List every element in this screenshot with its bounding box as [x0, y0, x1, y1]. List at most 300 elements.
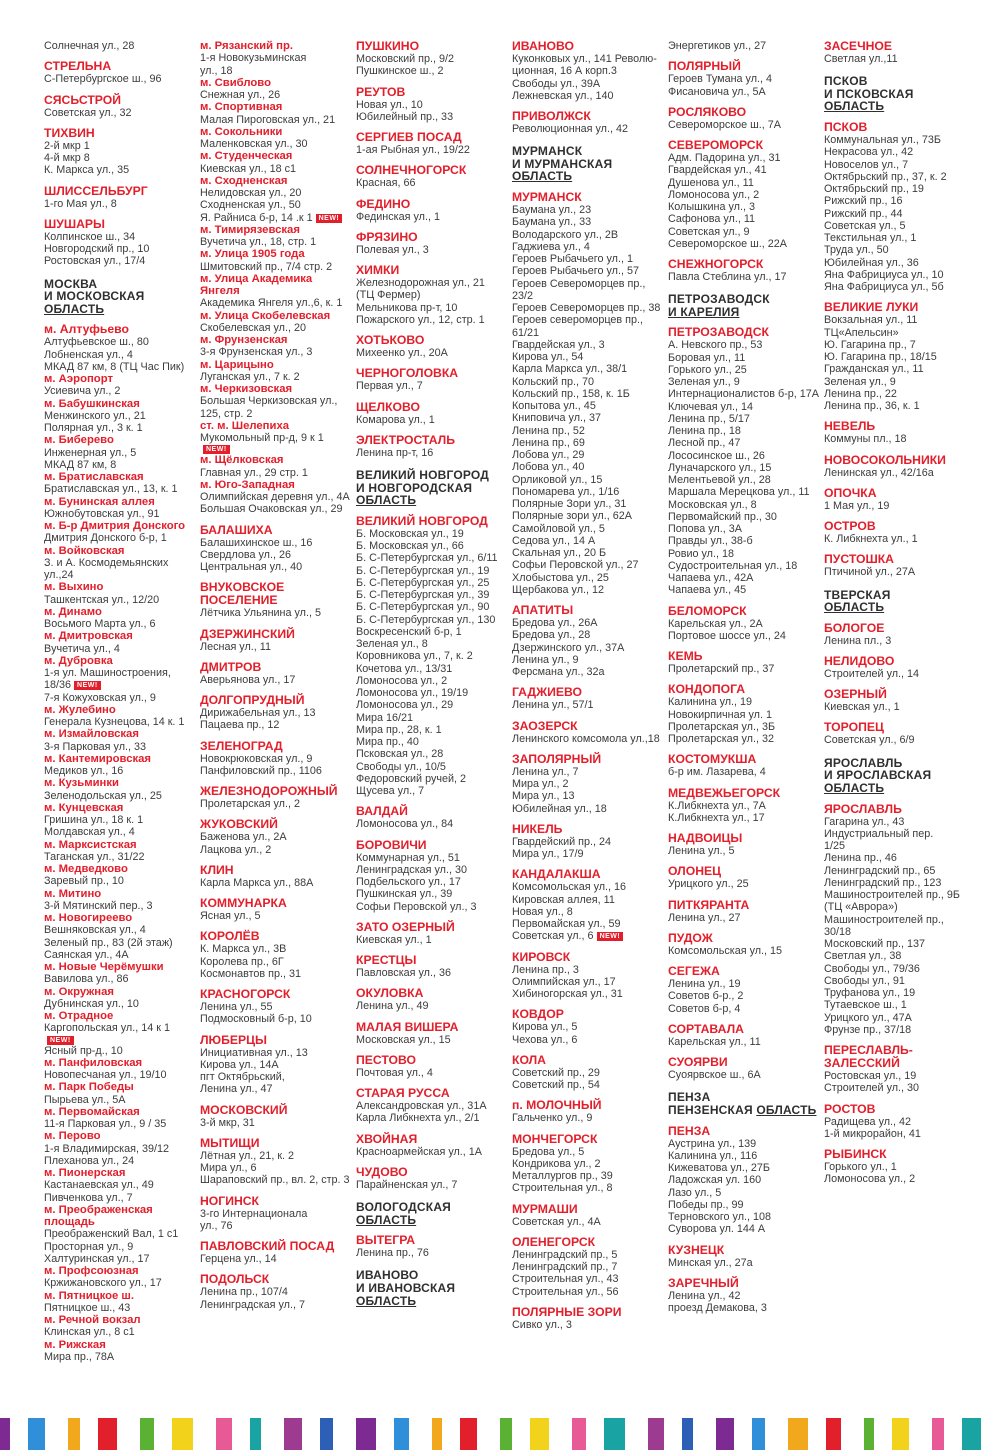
city-heading: ВЕЛИКИЕ ЛУКИ: [824, 300, 919, 315]
address-line: Пырьева ул., 5А: [44, 1093, 126, 1106]
address-line: Пожарского ул., 12, стр. 1: [356, 313, 485, 326]
region-heading: ОБЛАСТЬ: [44, 301, 105, 316]
address-line: Гвардейский пр., 24: [512, 835, 611, 848]
city-heading: БАЛАШИХА: [200, 522, 273, 537]
city-heading: КЛИН: [200, 862, 234, 877]
metro-station: м. Первомайская: [44, 1105, 140, 1118]
stripe-segment: [788, 1418, 808, 1450]
address-line: Юбилейный пр., 33: [356, 110, 454, 123]
address-line: Копытова ул., 45: [512, 400, 596, 413]
city-heading: ПЕСТОВО: [356, 1052, 416, 1067]
address-line: Менжинского ул., 21: [44, 409, 146, 422]
address-line: Рижский пр., 16: [824, 195, 903, 208]
address-line: Новая ул., 10: [356, 98, 423, 111]
address-line: Ясная ул., 5: [200, 910, 261, 922]
address-line: Ленина пр., 46: [824, 852, 897, 865]
address-line: Колпинское ш., 34: [44, 230, 136, 243]
address-line: Ленинградский пр., 65: [824, 864, 936, 877]
metro-station: м. Жулебино: [44, 703, 116, 716]
address-line: 18/36 NEW!: [44, 679, 185, 691]
address-line: К. Маркса ул., 35: [44, 164, 130, 177]
address-line: Вучетича ул., 18, стр. 1: [200, 236, 317, 248]
address-line: 4-й мкр 8: [44, 152, 90, 164]
address-line: З. и А. Космодемьянских: [44, 556, 169, 569]
city-heading: ОЛЕНЕГОРСК: [512, 1234, 596, 1249]
address-line: Лесная ул., 11: [200, 640, 271, 653]
address-line: Куконковых ул., 141 Револю-: [512, 53, 657, 65]
address-line: Строительная ул., 43: [512, 1273, 619, 1286]
address-line: Ленинградский пр., 123: [824, 876, 942, 889]
city-heading: ДМИТРОВ: [200, 659, 262, 674]
address-line: Ферсмана ул., 32а: [512, 666, 605, 679]
new-badge: NEW!: [47, 1036, 74, 1045]
metro-station: м. Новогиреево: [44, 912, 133, 925]
stripe-segment: [892, 1418, 909, 1450]
region-heading: И МУРМАНСКАЯ: [512, 156, 613, 171]
address-line: Мира 16/21: [356, 711, 414, 724]
address-line: Победы пр., 99: [668, 1198, 744, 1211]
city-heading: ЩЕЛКОВО: [356, 399, 420, 414]
address-line: Светлая ул.,11: [824, 53, 898, 65]
address-line: Свердлова ул., 26: [200, 548, 291, 561]
address-line: Кочетова ул., 13/31: [356, 662, 453, 675]
address-line: Гальченко ул., 9: [512, 1112, 593, 1125]
address-line: Заревый пр., 10: [44, 875, 124, 888]
address-line: Красная, 66: [356, 177, 416, 190]
metro-station: м. Братиславская: [44, 471, 144, 484]
metro-station: Янгеля: [200, 285, 240, 297]
metro-station: м. Дубровка: [44, 654, 113, 667]
metro-station: м. Спортивная: [200, 101, 283, 114]
address-line: 1 Мая ул., 19: [824, 499, 890, 512]
address-line: Нелидовская ул., 20: [200, 187, 302, 199]
city-heading: ОКУЛОВКА: [356, 986, 424, 1001]
address-line: Б. С-Петербургская ул., 6/11: [356, 552, 498, 565]
address-line: Ленина ул., 19: [668, 978, 741, 991]
address-line: Советский пр., 29: [512, 1066, 600, 1079]
city-heading: СЯСЬСТРОЙ: [44, 92, 121, 107]
address-line: Медиков ул., 16: [44, 765, 124, 778]
city-heading: МОНЧЕГОРСК: [512, 1131, 598, 1146]
address-line: Строительная ул., 8: [512, 1182, 613, 1195]
city-heading: КОЛА: [512, 1052, 546, 1067]
address-line: Мелентьевой ул., 28: [668, 474, 771, 487]
address-line: Орликовой ул., 15: [512, 473, 603, 486]
address-line: 30/18: [824, 925, 852, 938]
address-line: Зеленый пр., 83 (2й этаж): [44, 936, 173, 949]
address-line: Ленина ул., 47: [200, 1083, 273, 1096]
address-line: Клинская ул., 8 с1: [44, 1326, 135, 1339]
address-line: Б. С-Петербургская ул., 130: [356, 613, 496, 626]
address-line: Птичиной ул., 27А: [824, 566, 916, 579]
address-line: Героев Тумана ул., 4: [668, 73, 773, 86]
new-badge-row: [200, 444, 350, 454]
address-line: Машиностроителей пр.,: [824, 913, 944, 926]
address-line: Киевская ул., 1: [356, 933, 432, 946]
address-line: Братиславская ул., 13, к. 1: [44, 483, 178, 496]
address-line: Революционная ул., 42: [512, 123, 628, 135]
address-line: Вешняковская ул., 4: [44, 924, 146, 937]
city-heading: МЕДВЕЖЬЕГОРСК: [668, 785, 781, 800]
address-line: Большая Черкизовская ул.,: [200, 395, 338, 408]
address-line: Карла Либкнехта ул., 2/1: [356, 1112, 480, 1125]
city-heading: НЕЛИДОВО: [824, 653, 895, 668]
new-badge: NEW!: [597, 932, 624, 941]
address-line: Полевая ул., 3: [356, 243, 429, 256]
address-line: Баумана ул., 33: [512, 216, 592, 229]
address-line: Ю. Гагарина пр., 7: [824, 338, 916, 351]
address-line: Судостроительная ул., 18: [668, 559, 798, 572]
address-line: Мира пр., 78А: [44, 1350, 115, 1363]
city-heading: МОСКОВСКИЙ: [200, 1102, 288, 1117]
address-line: Красноармейская ул., 1А: [356, 1145, 483, 1158]
city-heading: ПРИВОЛЖСК: [512, 109, 591, 123]
address-line: Московский пр., 137: [824, 938, 926, 950]
address-line: Ленина ул., 7: [512, 765, 579, 778]
metro-station: площадь: [44, 1216, 95, 1229]
address-line: Первая ул., 7: [356, 380, 423, 393]
city-heading: ТОРОПЕЦ: [824, 720, 884, 735]
stripe-segment: [572, 1418, 586, 1450]
address-line: Яна Фабрициуса ул., 10: [824, 268, 944, 281]
region-heading: ОБЛАСТЬ: [356, 1212, 417, 1227]
address-line: Псковская ул., 28: [356, 748, 444, 761]
address-line: Шмитовский пр., 7/4 стр. 2: [200, 260, 333, 273]
address-line: Мира пр., 28, к. 1: [356, 723, 442, 736]
city-heading: ПОДОЛЬСК: [200, 1272, 270, 1287]
address-line: Интернационалистов б-р, 17А: [668, 388, 819, 401]
region-heading: И КАРЕЛИЯ: [668, 304, 740, 319]
address-line: (ТЦ «Аврора»): [824, 901, 898, 914]
column-5: [668, 40, 819, 1314]
address-line: Энергетиков ул., 27: [668, 40, 767, 52]
address-line: Кировская аллея, 11: [512, 893, 615, 906]
metro-station: м. Динамо: [44, 605, 102, 618]
address-line: Советская ул., 6/9: [824, 734, 915, 747]
metro-station: м. Перово: [44, 1130, 101, 1143]
metro-station: м. Фрунзенская: [200, 334, 288, 346]
address-line: Попова ул., 3А: [668, 523, 742, 536]
address-line: Калинина ул., 19: [668, 696, 753, 709]
stripe-segment: [140, 1418, 154, 1450]
city-heading: ПЕТРОЗАВОДСК: [668, 325, 769, 340]
metro-station: м. Свиблово: [200, 76, 272, 89]
metro-station: м. Измайловская: [44, 728, 139, 741]
address-line: Скобелевская ул., 20: [200, 321, 306, 334]
city-heading: ТИХВИН: [44, 125, 95, 140]
address-line: Ленина ул., 9: [512, 653, 579, 666]
address-line: Баумана ул., 23: [512, 204, 592, 217]
address-line: Дирижабельная ул., 13: [200, 707, 316, 719]
address-line: Академика Янгеля ул.,6, к. 1: [200, 297, 343, 310]
city-heading: КЕМЬ: [668, 649, 703, 664]
address-line: Лососинское ш., 26: [668, 449, 765, 462]
address-line: Героев Североморцев пр.,: [512, 277, 646, 290]
address-line: Адм. Падорина ул., 31: [668, 152, 781, 164]
metro-station: м. Улица Академика: [200, 272, 313, 285]
metro-station: м. Улица 1905 года: [200, 248, 305, 261]
city-heading: ХОТЬКОВО: [356, 333, 425, 347]
address-line: С-Петербургское ш., 96: [44, 73, 162, 86]
address-line: Восьмого Марта ул., 6: [44, 618, 156, 631]
city-heading: м. Алтуфьево: [44, 322, 129, 337]
metro-station: м. Кантемировская: [44, 752, 152, 765]
address-line: Центральная ул., 40: [200, 561, 303, 573]
region-heading: МОСКВА: [44, 276, 98, 291]
address-line: Московский пр., 9/2: [356, 53, 455, 65]
address-line: Лежневская ул., 140: [512, 89, 614, 102]
address-line: Дмитрия Донского б-р, 1: [44, 532, 167, 545]
address-line: Рижский пр., 44: [824, 207, 903, 220]
city-heading: НАДВОИЦЫ: [668, 831, 743, 846]
city-heading: КАНДАЛАКША: [512, 867, 601, 882]
city-heading: ПСКОВ: [824, 120, 868, 135]
metro-station: м. Кунцевская: [44, 801, 124, 814]
region-heading: ЯРОСЛАВЛЬ: [824, 755, 903, 770]
address-line: Калинина ул., 116: [668, 1149, 758, 1162]
column-1: [44, 40, 185, 1363]
city-heading: МАЛАЯ ВИШЕРА: [356, 1019, 459, 1034]
address-line: Молдавская ул., 4: [44, 826, 135, 839]
city-heading: ИВАНОВО: [512, 39, 575, 53]
address-line: Московская ул., 8: [668, 498, 757, 511]
address-line: Каргопольская ул., 14 к 1: [44, 1022, 170, 1035]
address-line: Ленина пр., 22: [824, 387, 897, 400]
address-line: Ленина ул., 49: [356, 1000, 429, 1013]
address-line: Гвардейская ул., 41: [668, 164, 767, 177]
address-line: ул., 76: [200, 1219, 233, 1232]
metro-station: м. Биберево: [44, 434, 114, 447]
address-line: 2-й мкр 1: [44, 139, 90, 152]
city-heading: ДЗЕРЖИНСКИЙ: [200, 626, 295, 641]
stripe-segment: [0, 1418, 10, 1450]
region-heading: ОБЛАСТЬ: [356, 1293, 417, 1308]
region-heading: ВЕЛИКИЙ НОВГОРОД: [356, 468, 490, 482]
city-heading: КОРОЛЁВ: [200, 929, 260, 944]
column-4: [512, 40, 660, 1331]
metro-station: м. Улица Скобелевская: [200, 309, 331, 322]
address-line: Мира ул., 17/9: [512, 848, 584, 861]
address-line: Мельникова пр-т, 10: [356, 301, 458, 314]
address-line: Советская ул., 32: [44, 106, 132, 119]
address-line: Ленина пл., 3: [824, 634, 892, 647]
metro-station: м. Митино: [44, 887, 102, 900]
address-line: Строителей ул., 30: [824, 1082, 920, 1095]
address-line: Мира ул., 6: [200, 1162, 257, 1174]
address-line: Первомайский пр., 30: [668, 510, 777, 523]
address-line: Олимпийская деревня ул., 4А: [200, 491, 350, 503]
address-line: Ладожская ул. 160: [668, 1174, 762, 1187]
city-heading: СНЕЖНОГОРСК: [668, 257, 764, 271]
city-heading: ОЗЕРНЫЙ: [824, 687, 887, 702]
address-line: Щербакова ул., 12: [512, 583, 605, 596]
address-line: Таганская ул., 31/22: [44, 850, 145, 863]
city-heading: ГАДЖИЕВО: [512, 685, 582, 700]
address-line: Луначарского ул., 15: [668, 461, 772, 474]
city-heading: ПУСТОШКА: [824, 552, 894, 567]
address-line: Московская ул., 15: [356, 1033, 451, 1046]
address-line: Дубнинская ул., 10: [44, 997, 139, 1010]
address-line: К. Либкнехта ул., 1: [824, 533, 918, 546]
region-heading: МУРМАНСК: [512, 144, 583, 159]
address-line: Ленина пр., 5/17: [668, 412, 750, 425]
address-line: Ключевая ул., 14: [668, 400, 754, 413]
address-line: Советский пр., 54: [512, 1079, 600, 1092]
address-line: Ленинградский пр., 7: [512, 1261, 618, 1274]
city-heading: ПОСЕЛЕНИЕ: [200, 593, 278, 608]
address-line: Павла Стеблина ул., 17: [668, 271, 787, 283]
address-line: Чапаева ул., 42А: [668, 572, 754, 585]
stripe-segment: [250, 1418, 261, 1450]
address-line: Свободы ул., 91: [824, 974, 905, 987]
stripe-segment: [394, 1418, 409, 1450]
address-line: Подмосковный б-р, 10: [200, 1013, 312, 1026]
address-line: Кольский пр., 70: [512, 375, 595, 388]
address-line: Почтовая ул., 4: [356, 1066, 433, 1079]
city-heading: КУЗНЕЦК: [668, 1242, 725, 1257]
address-line: Текстильная ул., 1: [824, 232, 917, 245]
address-line: Шараповский пр., вл. 2, стр. 3: [200, 1174, 350, 1187]
metro-station: м. Черкизовская: [200, 383, 293, 395]
address-line: Коммуны пл., 18: [824, 433, 907, 446]
address-line: Советская ул., 6 NEW!: [512, 930, 660, 942]
city-heading: ЗАОЗЕРСК: [512, 718, 578, 733]
address-line: Кирова ул., 54: [512, 351, 584, 364]
metro-station: м. Преображенская: [44, 1203, 153, 1216]
stripe-segment: [320, 1418, 333, 1450]
metro-station: м. Панфиловская: [44, 1056, 143, 1069]
address-line: Ленина ул., 5: [668, 845, 735, 858]
address-line: Металлургов пр., 39: [512, 1170, 613, 1183]
address-line: 3-го Интернационала: [200, 1207, 308, 1220]
address-line: б-р им. Лазарева, 4: [668, 766, 766, 779]
address-line: Ленина пр., 36, к. 1: [824, 400, 920, 413]
city-heading: ХИМКИ: [356, 263, 400, 277]
address-line: Свободы ул., 10/5: [356, 760, 446, 773]
address-line: Хлобыстова ул., 25: [512, 571, 609, 584]
metro-station: м. Отрадное: [44, 1010, 114, 1023]
address-line: Снежная ул., 26: [200, 89, 281, 101]
city-heading: СОРТАВАЛА: [668, 1021, 744, 1036]
stripe-segment: [752, 1418, 765, 1450]
city-heading: ЗЕЛЕНОГРАД: [200, 738, 283, 753]
stripe-segment: [716, 1418, 734, 1450]
address-line: 3-й мкр, 31: [200, 1116, 255, 1129]
city-heading: ПЕРЕСЛАВЛЬ-: [824, 1043, 913, 1057]
city-heading: НОГИНСК: [200, 1193, 259, 1208]
address-line: А. Невского пр., 53: [668, 339, 763, 352]
address-line: Ломоносова ул., 29: [356, 699, 454, 712]
address-line: Полярная ул., 3 к. 1: [44, 422, 143, 435]
stripe-segment: [356, 1418, 376, 1450]
address-line: ционная, 16 А корп.3: [512, 65, 617, 78]
stripe-segment: [962, 1418, 981, 1450]
address-line: 1-я Владимирская, 39/12: [44, 1142, 169, 1155]
address-line: Мукомольный пр-д, 9 к 1: [200, 432, 324, 444]
address-line: Бредова ул., 28: [512, 629, 591, 642]
metro-station: ст. м. Шелепиха: [200, 419, 290, 432]
address-line: Федоровский ручей, 2: [356, 772, 467, 785]
address-line: 61/21: [512, 326, 540, 339]
address-line: К.Либкнехта ул., 17: [668, 811, 765, 824]
address-line: Свободы ул., 39А: [512, 77, 601, 90]
city-heading: ЗАРЕЧНЫЙ: [668, 1275, 739, 1290]
address-line: Гражданская ул., 11: [824, 363, 924, 376]
address-line: Карельская ул., 2А: [668, 617, 763, 630]
address-line: ТЦ«Апельсин»: [824, 326, 899, 339]
address-line: Киевская ул., 18 с1: [200, 162, 297, 175]
address-line: Маршала Мерецкова ул., 11: [668, 486, 810, 499]
address-line: Лобова ул., 40: [512, 461, 585, 474]
address-line: Ташкентская ул., 12/20: [44, 593, 160, 606]
address-line: Комсомольская ул., 16: [512, 881, 627, 894]
address-line: Аверьянова ул., 17: [200, 673, 296, 686]
address-line: Боровая ул., 11: [668, 351, 746, 364]
metro-station: м. Дмитровская: [44, 630, 133, 643]
new-badge: NEW!: [74, 681, 101, 690]
stripe-segment: [604, 1418, 625, 1450]
city-heading: КОНДОПОГА: [668, 682, 746, 697]
address-line: Ростовская ул., 19: [824, 1070, 917, 1082]
region-heading: ИВАНОВО: [356, 1268, 419, 1283]
city-heading: СТРЕЛЬНА: [44, 59, 112, 74]
metro-station: м. Окружная: [44, 985, 114, 998]
address-line: Суворова ул. 144 А: [668, 1223, 766, 1236]
address-line: Главная ул., 29 стр. 1: [200, 466, 308, 479]
address-line: Бредова ул., 5: [512, 1145, 585, 1158]
address-line: Свободы ул., 79/36: [824, 962, 920, 975]
address-line: Ровио ул., 18: [668, 547, 734, 560]
address-line: Минская ул., 27а: [668, 1256, 753, 1269]
address-line: Зеленодольская ул., 25: [44, 789, 162, 802]
address-line: МКАД 87 км, 8: [44, 458, 117, 471]
address-line: Строителей ул., 14: [824, 667, 920, 680]
address-line: Ленина ул., 55: [200, 1001, 273, 1013]
city-heading: РОСТОВ: [824, 1101, 876, 1116]
address-line: Б. Московская ул., 66: [356, 540, 464, 553]
city-heading: КИРОВСК: [512, 949, 571, 964]
city-heading: ШЛИССЕЛЬБУРГ: [44, 183, 148, 198]
address-line: Усиевича ул., 2: [44, 385, 121, 398]
address-line: Михеенко ул., 20А: [356, 347, 448, 359]
address-line: (ТЦ Фермер): [356, 289, 421, 302]
city-heading: ХВОЙНАЯ: [356, 1131, 418, 1146]
column-3: [356, 40, 498, 1307]
address-line: Скальная ул., 20 Б: [512, 547, 607, 560]
address-line: Пролетарская ул., 3Б: [668, 720, 776, 733]
address-line: Космонавтов пр., 31: [200, 967, 302, 980]
address-line: Южнобутовская ул., 91: [44, 507, 160, 520]
stripe-segment: [284, 1418, 302, 1450]
metro-station: м. Аэропорт: [44, 373, 113, 386]
address-line: Гришина ул., 18 к. 1: [44, 814, 144, 827]
city-heading: ЧЕРНОГОЛОВКА: [356, 366, 459, 381]
address-line: Сходненская ул., 50: [200, 199, 301, 212]
address-line: Тутаевское ш., 1: [824, 999, 907, 1012]
address-line: Героев Североморцев пр., 38: [512, 302, 661, 315]
address-line: Героев Рыбачьего ул., 1: [512, 253, 633, 266]
region-heading: ПЕНЗА: [668, 1090, 711, 1105]
address-line: Советская ул., 9: [668, 225, 750, 238]
address-line: Ломоносова ул., 2: [824, 1173, 916, 1186]
city-heading: СЕГЕЖА: [668, 964, 720, 979]
address-line: Маленковская ул., 30: [200, 138, 308, 150]
address-line: Пушкинская ул., 39: [356, 888, 453, 901]
new-badge-row: [44, 1035, 185, 1045]
stripe-segment: [648, 1418, 664, 1450]
address-line: Ясный пр-д., 10: [44, 1044, 123, 1057]
address-line: 3-я Фрунзенская ул., 3: [200, 346, 313, 359]
